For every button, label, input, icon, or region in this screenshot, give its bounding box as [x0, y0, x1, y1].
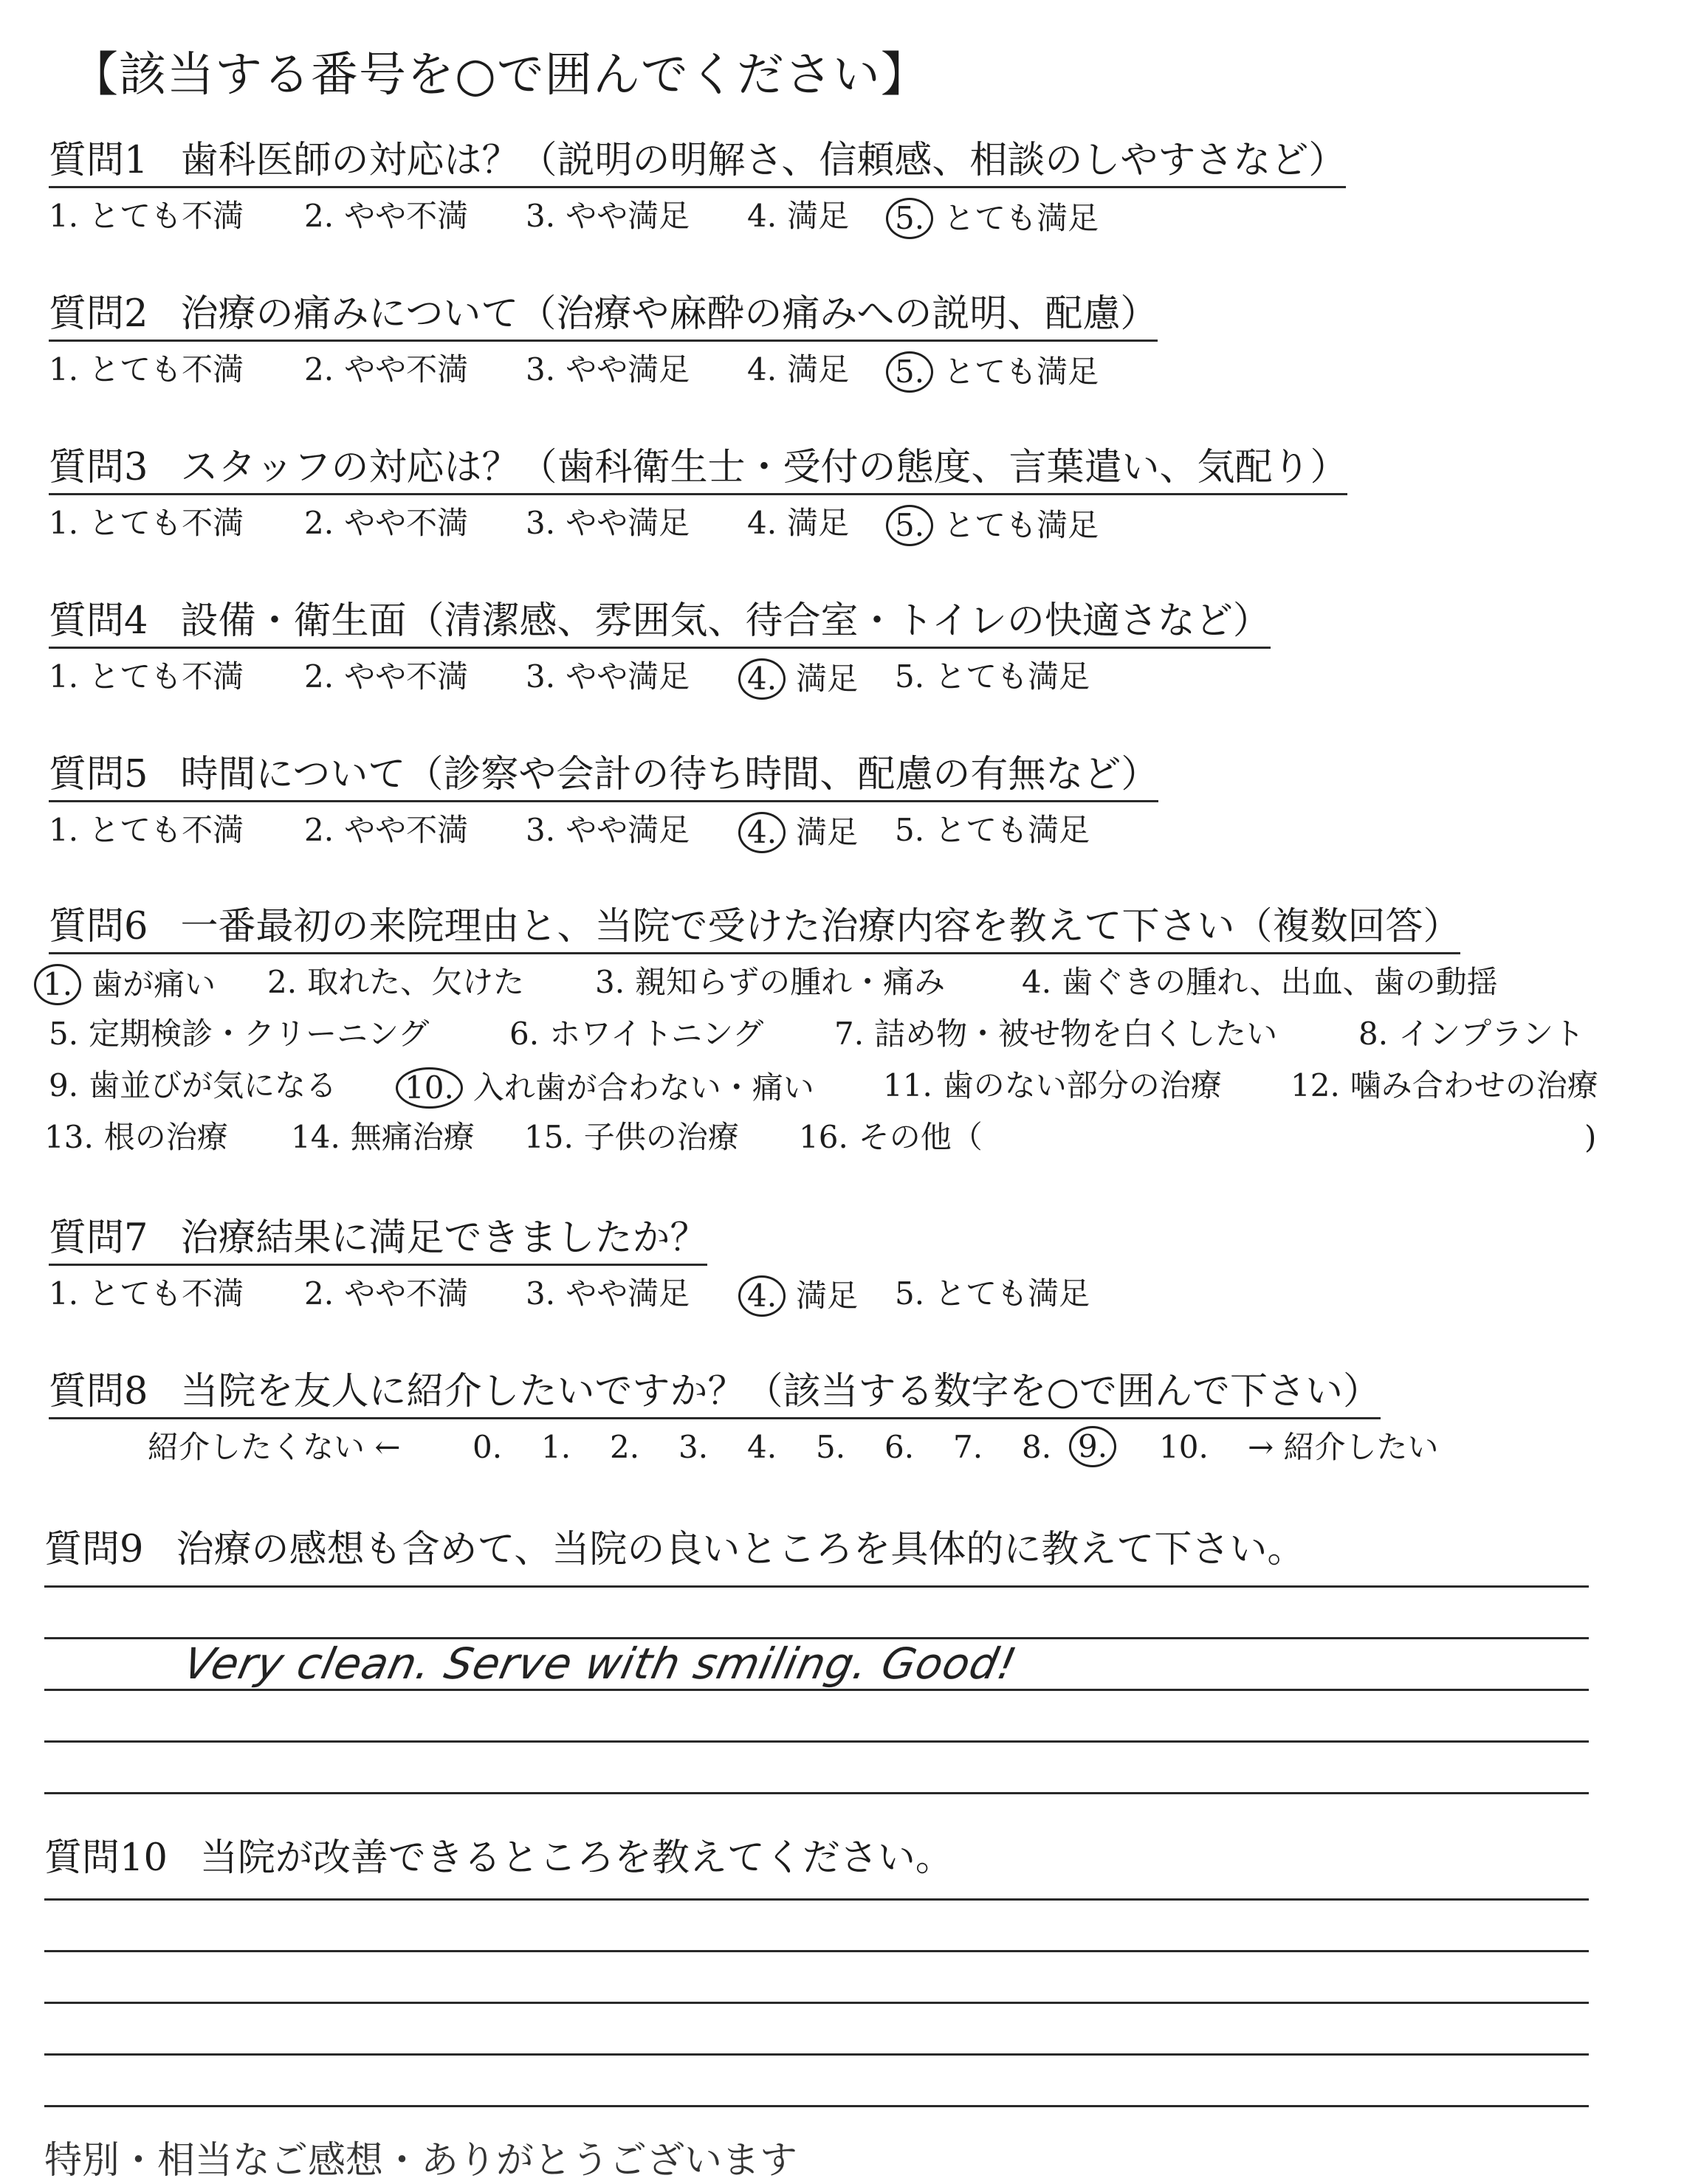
q6-option-16[interactable]: 16. その他（ — [799, 1119, 983, 1155]
question-text: 治療の痛みについて（治療や麻酔の痛みへの説明、配慮） — [180, 292, 1158, 336]
question-text: 設備・衛生面（清潔感、雰囲気、待合室・トイレの快適さなど） — [180, 599, 1271, 643]
question-6 — [49, 905, 1460, 954]
answer-line — [44, 2053, 1589, 2056]
q6-option-2[interactable]: 2. 取れた、欠けた — [267, 964, 525, 1000]
page-title: 【該当する番号を○で囲んでください】 — [71, 48, 929, 103]
q6-option-3[interactable]: 3. 親知らずの腫れ・痛み — [595, 964, 946, 1000]
question-5 — [49, 753, 1158, 802]
q6-other-close-paren: ) — [1584, 1119, 1597, 1155]
question-4 — [49, 599, 1271, 649]
answer-line — [44, 1950, 1589, 1952]
q6-option-13[interactable]: 13. 根の治療 — [44, 1119, 228, 1155]
question-number: 質問5 — [49, 753, 148, 796]
answer-line — [44, 1740, 1589, 1743]
q2-option-2[interactable]: 2. やや不満 — [304, 351, 469, 387]
q1-option-5-selected[interactable]: 5. とても満足 — [895, 198, 1099, 239]
scale-9-selected[interactable]: 9. — [1069, 1426, 1116, 1467]
question-number: 質問7 — [49, 1216, 148, 1260]
q3-option-5-selected[interactable]: 5. とても満足 — [895, 505, 1099, 546]
scale-right-label: → 紹介したい — [1248, 1429, 1439, 1465]
question-text: 当院が改善できるところを教えてください。 — [199, 1836, 953, 1880]
question-number: 質問3 — [49, 446, 148, 489]
q6-option-9[interactable]: 9. 歯並びが気になる — [49, 1067, 337, 1103]
answer-line — [44, 1585, 1589, 1588]
q6-option-11[interactable]: 11. 歯のない部分の治療 — [883, 1067, 1222, 1103]
scale-5[interactable]: 5. — [816, 1429, 846, 1465]
question-number: 質問8 — [49, 1370, 148, 1413]
q5-option-4-selected[interactable]: 4. 満足 — [747, 812, 858, 853]
q6-option-6[interactable]: 6. ホワイトニング — [509, 1016, 764, 1052]
q1-option-3[interactable]: 3. やや満足 — [526, 198, 690, 234]
scale-10[interactable]: 10. — [1159, 1429, 1209, 1465]
q4-option-2[interactable]: 2. やや不満 — [304, 658, 469, 695]
q3-option-4[interactable]: 4. 満足 — [747, 505, 850, 541]
q4-option-1[interactable]: 1. とても不満 — [49, 658, 244, 695]
q3-option-1[interactable]: 1. とても不満 — [49, 505, 244, 541]
q5-option-1[interactable]: 1. とても不満 — [49, 812, 244, 848]
scale-0[interactable]: 0. — [472, 1429, 503, 1465]
question-3 — [49, 446, 1347, 495]
question-number: 質問6 — [49, 905, 148, 948]
scale-3[interactable]: 3. — [678, 1429, 709, 1465]
q7-option-1[interactable]: 1. とても不満 — [49, 1275, 244, 1312]
q7-option-2[interactable]: 2. やや不満 — [304, 1275, 469, 1312]
question-2 — [49, 292, 1158, 342]
q5-option-3[interactable]: 3. やや満足 — [526, 812, 690, 848]
question-9 — [44, 1528, 1305, 1572]
question-number: 質問1 — [49, 139, 148, 182]
q6-option-14[interactable]: 14. 無痛治療 — [291, 1119, 475, 1155]
q6-option-1-selected[interactable]: 1. 歯が痛い — [43, 964, 216, 1005]
question-number: 質問2 — [49, 292, 148, 336]
question-number: 質問9 — [44, 1528, 144, 1571]
q2-option-1[interactable]: 1. とても不満 — [49, 351, 244, 387]
q2-option-3[interactable]: 3. やや満足 — [526, 351, 690, 387]
q6-option-12[interactable]: 12. 噛み合わせの治療 — [1291, 1067, 1598, 1103]
question-text: 治療結果に満足できましたか？ — [180, 1216, 708, 1260]
q7-option-4-selected[interactable]: 4. 満足 — [747, 1275, 858, 1317]
answer-line — [44, 1898, 1589, 1901]
q7-option-5[interactable]: 5. とても満足 — [895, 1275, 1090, 1312]
answer-line — [44, 2105, 1589, 2107]
q6-option-15[interactable]: 15. 子供の治療 — [524, 1119, 739, 1155]
scale-7[interactable]: 7. — [953, 1429, 983, 1465]
scale-6[interactable]: 6. — [884, 1429, 915, 1465]
q6-option-4[interactable]: 4. 歯ぐきの腫れ、出血、歯の動揺 — [1022, 964, 1498, 1000]
q5-option-5[interactable]: 5. とても満足 — [895, 812, 1090, 848]
question-7 — [49, 1216, 707, 1266]
question-text: 一番最初の来院理由と、当院で受けた治療内容を教えて下さい（複数回答） — [180, 905, 1461, 948]
scale-4[interactable]: 4. — [747, 1429, 777, 1465]
question-8 — [49, 1370, 1381, 1419]
answer-line — [44, 2002, 1589, 2004]
q6-option-10-selected[interactable]: 10. 入れ歯が合わない・痛い — [405, 1067, 814, 1109]
q4-option-3[interactable]: 3. やや満足 — [526, 658, 690, 695]
q7-option-3[interactable]: 3. やや満足 — [526, 1275, 690, 1312]
question-text: スタッフの対応は？（歯科衛生士・受付の態度、言葉遣い、気配り） — [180, 446, 1348, 489]
q3-option-2[interactable]: 2. やや不満 — [304, 505, 469, 541]
answer-line — [44, 1689, 1589, 1691]
handwritten-answer: Very clean. Serve with smiling. Good! — [179, 1639, 1022, 1689]
q4-option-4-selected[interactable]: 4. 満足 — [747, 658, 858, 700]
question-text: 時間について（診察や会計の待ち時間、配慮の有無など） — [180, 753, 1159, 796]
answer-line — [44, 1792, 1589, 1794]
question-text: 治療の感想も含めて、当院の良いところを具体的に教えて下さい。 — [176, 1528, 1305, 1571]
q1-option-2[interactable]: 2. やや不満 — [304, 198, 469, 234]
q6-option-8[interactable]: 8. インプラント — [1358, 1016, 1585, 1052]
q2-option-5-selected[interactable]: 5. とても満足 — [895, 351, 1099, 393]
q6-option-7[interactable]: 7. 詰め物・被せ物を白くしたい — [834, 1016, 1278, 1052]
scale-1[interactable]: 1. — [541, 1429, 571, 1465]
question-number: 質問4 — [49, 599, 148, 643]
question-10 — [44, 1836, 953, 1881]
q1-option-1[interactable]: 1. とても不満 — [49, 198, 244, 234]
q3-option-3[interactable]: 3. やや満足 — [526, 505, 690, 541]
question-text: 歯科医師の対応は？（説明の明解さ、信頼感、相談のしやすさなど） — [180, 139, 1347, 182]
q6-option-5[interactable]: 5. 定期検診・クリーニング — [49, 1016, 430, 1052]
question-number: 質問10 — [44, 1836, 168, 1880]
q1-option-4[interactable]: 4. 満足 — [747, 198, 850, 234]
scale-2[interactable]: 2. — [610, 1429, 640, 1465]
question-1 — [49, 139, 1346, 188]
next-question-partial: 特別・相当なご感想・ありがとうございます — [44, 2139, 798, 2183]
q5-option-2[interactable]: 2. やや不満 — [304, 812, 469, 848]
question-text: 当院を友人に紹介したいですか？（該当する数字を○で囲んで下さい） — [180, 1370, 1381, 1413]
scale-8[interactable]: 8. — [1022, 1429, 1052, 1465]
q2-option-4[interactable]: 4. 満足 — [747, 351, 850, 387]
q4-option-5[interactable]: 5. とても満足 — [895, 658, 1090, 695]
scale-left-label: 紹介したくない ← — [148, 1429, 401, 1465]
